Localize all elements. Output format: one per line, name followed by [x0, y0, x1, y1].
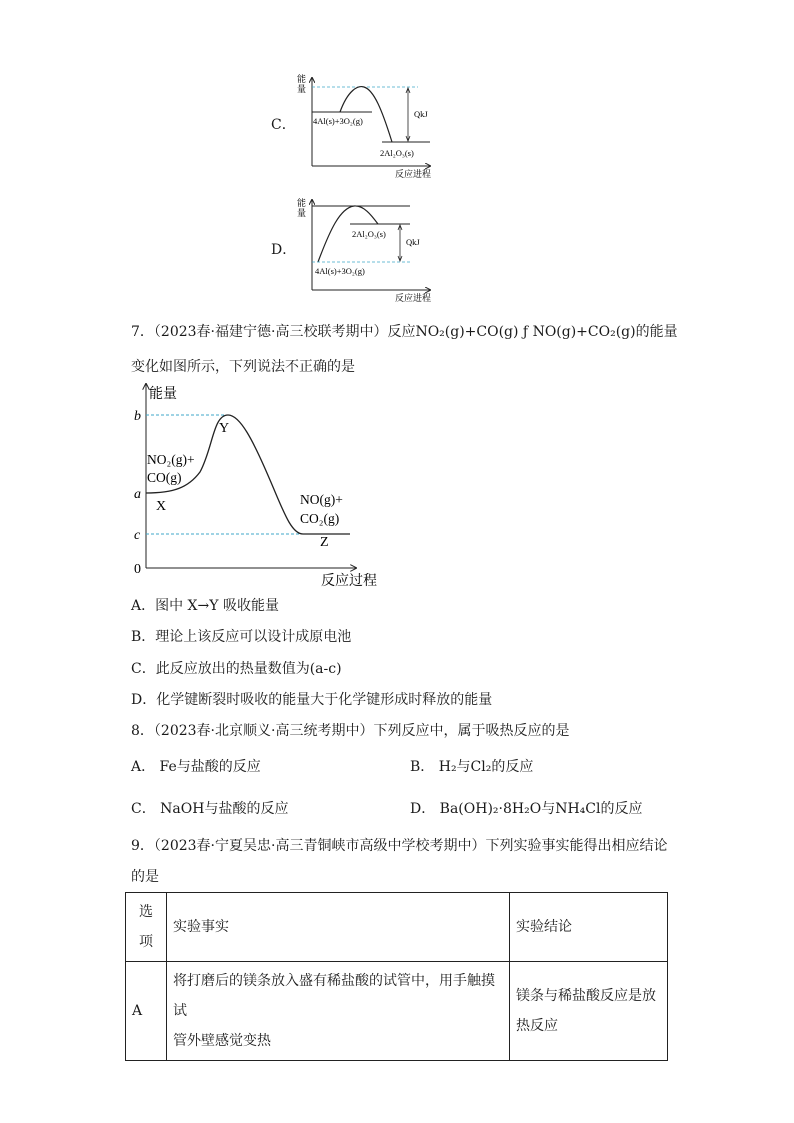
q9-row-a-conclusion [510, 962, 668, 1061]
q7-tick-0: 0 [134, 562, 141, 577]
q7-option-c[interactable]: C．此反应放出的热量数值为(a-c) [131, 661, 342, 677]
q7-product-l1: NO(g)+ [300, 492, 343, 507]
q9-row-a-fact-l2: 管外壁感觉变热 [173, 1033, 271, 1049]
q9-head-option [126, 893, 167, 962]
q9-stem-line2: 的是 [131, 869, 159, 885]
q8-option-b[interactable]: B． H₂与Cl₂的反应 [410, 759, 534, 775]
q7-point-z: Z [320, 535, 329, 550]
d-y-label-2: 量 [297, 208, 307, 218]
q9-number: 9． [131, 838, 154, 854]
q9-row-a-fact [167, 962, 510, 1061]
q7-reaction: NO₂(g)+CO(g) ƒ NO(g)+CO₂(g) [415, 324, 636, 340]
c-x-label: 反应进程 [395, 169, 432, 179]
q7-stem-line2: 变化如图所示，下列说法不正确的是 [131, 359, 355, 375]
q7-option-d[interactable]: D．化学键断裂时吸收的能量大于化学键形成时释放的能量 [131, 692, 493, 708]
c-energy-curve [340, 87, 392, 142]
q7-reactant-l2: CO(g) [147, 470, 182, 485]
q8-option-a[interactable]: A． Fe与盐酸的反应 [131, 759, 261, 775]
c-y-label-2: 量 [297, 84, 307, 94]
q7-source: （2023春·福建宁德·高三校联考期中） [153, 324, 388, 340]
q9-head-option-l1: 选 [139, 904, 153, 920]
option-d-energy-diagram [290, 196, 450, 308]
q7-tick-a: a [134, 487, 141, 502]
q7-reactant-l1: NO₂(g)+ [147, 452, 195, 467]
q8-source: （2023春·北京顺义·高三统考期中） [153, 723, 374, 739]
q7-option-a[interactable]: A．图中 X→Y 吸收能量 [131, 598, 279, 614]
d-reactant-label: 4Al(s)+3O₂(g) [315, 266, 365, 276]
q9-row-a-conclusion-l2: 热反应 [516, 1018, 558, 1034]
d-x-label: 反应进程 [395, 293, 432, 303]
q7-option-b[interactable]: B．理论上该反应可以设计成原电池 [131, 629, 352, 645]
q9-stem-text: 下列实验事实能得出相应结论 [485, 838, 668, 854]
q7-product-l2: CO₂(g) [300, 511, 340, 526]
q7-point-x: X [156, 499, 167, 514]
table-row [126, 893, 668, 962]
d-heat-label: QkJ [406, 237, 420, 247]
q7-x-label: 反应过程 [321, 574, 377, 589]
q9-row-a-conclusion-l1: 镁条与稀盐酸反应是放 [516, 988, 656, 1004]
q7-number: 7． [131, 324, 154, 340]
q8-stem [131, 721, 569, 741]
c-heat-label: QkJ [414, 109, 428, 119]
table-row [126, 962, 668, 1061]
q9-row-a-fact-l1: 将打磨后的镁条放入盛有稀盐酸的试管中，用手触摸试 [173, 973, 495, 1019]
c-product-label: 2Al₂O₃(s) [380, 148, 414, 158]
q9-head-option-l2: 项 [139, 934, 153, 950]
q8-stem-text: 下列反应中，属于吸热反应的是 [373, 723, 570, 739]
q7-tick-b: b [134, 409, 141, 424]
d-y-label-1: 能 [297, 198, 307, 208]
d-product-label: 2Al₂O₃(s) [352, 229, 386, 239]
q7-y-label: 能量 [149, 387, 177, 402]
option-d-letter: D． [271, 242, 297, 258]
q9-stem-line1 [131, 836, 667, 856]
q9-row-a-option: A [126, 962, 167, 1061]
q8-number: 8． [131, 723, 154, 739]
q8-option-d[interactable]: D． Ba(OH)₂·8H₂O与NH₄Cl的反应 [410, 801, 643, 817]
q9-head-conclusion: 实验结论 [510, 893, 668, 962]
c-reactant-label: 4Al(s)+3O₂(g) [313, 116, 363, 126]
q9-table [125, 892, 668, 1061]
c-y-label-1: 能 [297, 74, 307, 84]
option-c-energy-diagram [290, 70, 450, 182]
q7-stem-line1 [131, 322, 678, 342]
q9-head-fact: 实验事实 [167, 893, 510, 962]
q9-source: （2023春·宁夏吴忠·高三青铜峡市高级中学校考期中） [153, 838, 486, 854]
q8-option-c[interactable]: C． NaOH与盐酸的反应 [131, 801, 289, 817]
q7-energy-diagram [128, 380, 398, 592]
q7-point-y: Y [219, 421, 230, 436]
q7-tick-c: c [134, 528, 141, 543]
q7-stem-post: 的能量 [635, 324, 678, 340]
q7-stem-pre: 反应 [387, 324, 416, 340]
option-c-letter: C． [271, 117, 296, 133]
